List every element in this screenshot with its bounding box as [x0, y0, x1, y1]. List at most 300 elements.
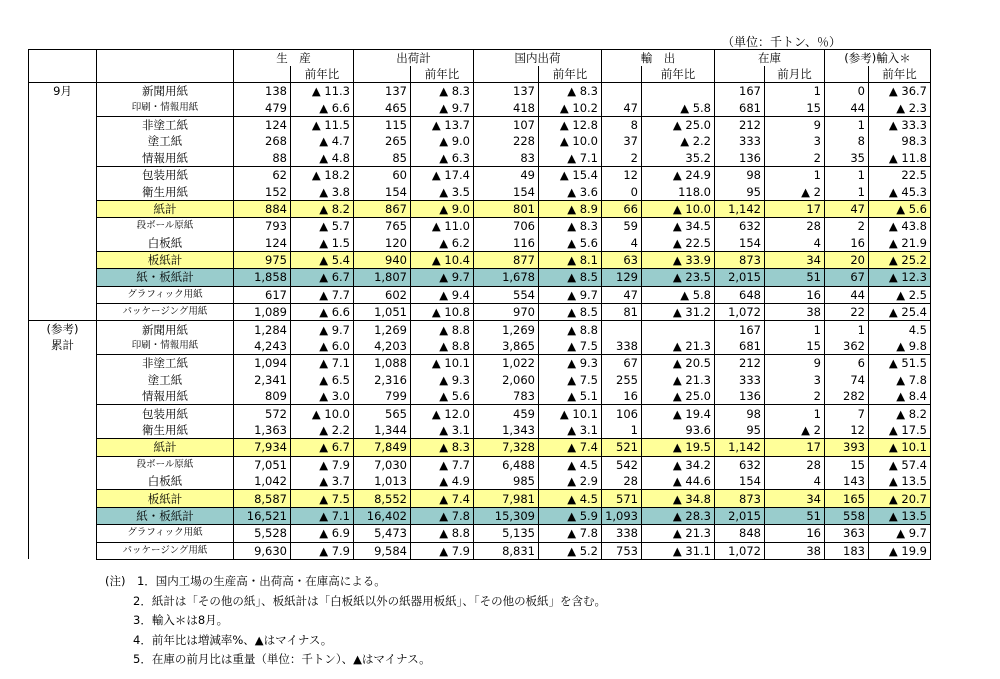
- table-cell: 940: [354, 251, 411, 268]
- table-cell: ▲ 6.6: [291, 304, 354, 321]
- table-cell: 0: [825, 83, 869, 100]
- table-cell: ▲ 9.4: [411, 286, 474, 303]
- table-row: [29, 405, 931, 422]
- table-cell: ▲ 17.5: [869, 422, 931, 439]
- row-label: 印刷・情報用紙: [97, 338, 234, 355]
- table-cell: 6: [825, 355, 869, 372]
- table-cell: 67: [825, 269, 869, 286]
- table-cell: 8,552: [354, 490, 411, 507]
- table-cell: 152: [234, 183, 291, 200]
- table-cell: 681: [715, 338, 765, 355]
- table-cell: 183: [825, 542, 869, 559]
- table-cell: 4: [765, 473, 825, 490]
- table-cell: 706: [474, 218, 539, 235]
- table-cell: ▲ 21.3: [642, 338, 715, 355]
- table-cell: 571: [602, 490, 642, 507]
- table-cell: ▲ 7.9: [291, 456, 354, 473]
- table-cell: 1,013: [354, 473, 411, 490]
- table-cell: ▲ 7.9: [411, 542, 474, 559]
- table-cell: 681: [715, 99, 765, 116]
- table-cell: 877: [474, 251, 539, 268]
- table-cell: ▲ 7.5: [539, 372, 602, 388]
- table-cell: ▲ 9.0: [411, 200, 474, 217]
- table-cell: ▲ 13.5: [869, 473, 931, 490]
- row-label: 白板紙: [97, 235, 234, 252]
- table-row: [29, 116, 931, 133]
- header-yoy: 前年比: [869, 66, 931, 83]
- table-cell: 1: [765, 166, 825, 183]
- row-label: 非塗工紙: [97, 355, 234, 372]
- table-cell: ▲ 33.9: [642, 251, 715, 268]
- table-cell: ▲ 25.0: [642, 388, 715, 405]
- table-cell: 85: [354, 150, 411, 167]
- table-cell: 2: [825, 218, 869, 235]
- table-cell: ▲ 2.2: [291, 422, 354, 439]
- table-cell: 118.0: [642, 183, 715, 200]
- table-cell: 418: [474, 99, 539, 116]
- table-cell: 95: [715, 422, 765, 439]
- table-row: [29, 338, 931, 355]
- table-cell: 282: [825, 388, 869, 405]
- table-cell: [642, 83, 715, 100]
- table-cell: 47: [602, 286, 642, 303]
- table-cell: 124: [234, 116, 291, 133]
- table-cell: 2,015: [715, 269, 765, 286]
- header-yoy: 前年比: [291, 66, 354, 83]
- table-cell: 2,060: [474, 372, 539, 388]
- table-cell: 1: [765, 83, 825, 100]
- table-cell: ▲ 6.6: [291, 99, 354, 116]
- table-row: [29, 473, 931, 490]
- table-cell: ▲ 6.5: [291, 372, 354, 388]
- table-cell: 16: [765, 525, 825, 542]
- table-row: [29, 439, 931, 456]
- table-row: [29, 235, 931, 252]
- table-cell: ▲ 9.0: [411, 133, 474, 149]
- section-label: [29, 321, 97, 559]
- table-cell: ▲ 57.4: [869, 456, 931, 473]
- table-cell: ▲ 8.4: [869, 388, 931, 405]
- table-cell: ▲ 25.4: [869, 304, 931, 321]
- table-cell: ▲ 6.0: [291, 338, 354, 355]
- table-row: [29, 286, 931, 303]
- table-cell: ▲ 8.8: [539, 321, 602, 338]
- table-cell: ▲ 19.9: [869, 542, 931, 559]
- row-label: 板紙計: [97, 251, 234, 268]
- table-cell: ▲ 34.8: [642, 490, 715, 507]
- row-label: パッケージング用紙: [97, 304, 234, 321]
- table-cell: 7,981: [474, 490, 539, 507]
- table-row: [29, 133, 931, 149]
- table-row: [29, 251, 931, 268]
- table-cell: ▲ 31.2: [642, 304, 715, 321]
- table-cell: 28: [602, 473, 642, 490]
- table-cell: 9: [765, 355, 825, 372]
- table-cell: ▲ 5.8: [642, 286, 715, 303]
- table-cell: ▲ 5.6: [411, 388, 474, 405]
- table-cell: 5,135: [474, 525, 539, 542]
- table-cell: 17: [765, 200, 825, 217]
- table-cell: 106: [602, 405, 642, 422]
- table-row: [29, 218, 931, 235]
- table-cell: ▲ 2.5: [869, 286, 931, 303]
- table-cell: ▲ 15.4: [539, 166, 602, 183]
- header-yoy: 前年比: [411, 66, 474, 83]
- table-cell: ▲ 9.7: [539, 286, 602, 303]
- table-cell: 4: [602, 235, 642, 252]
- table-cell: ▲ 8.8: [411, 338, 474, 355]
- table-cell: 617: [234, 286, 291, 303]
- table-cell: ▲ 12.3: [869, 269, 931, 286]
- table-cell: 8,587: [234, 490, 291, 507]
- table-cell: 1,807: [354, 269, 411, 286]
- table-cell: 1,343: [474, 422, 539, 439]
- table-cell: 228: [474, 133, 539, 149]
- table-cell: ▲ 4.8: [291, 150, 354, 167]
- row-label: 段ボール原紙: [97, 218, 234, 235]
- table-cell: 565: [354, 405, 411, 422]
- table-cell: ▲ 8.3: [411, 439, 474, 456]
- table-cell: 1,022: [474, 355, 539, 372]
- table-cell: 632: [715, 218, 765, 235]
- table-cell: 7,051: [234, 456, 291, 473]
- table-cell: 83: [474, 150, 539, 167]
- table-cell: ▲ 4.9: [411, 473, 474, 490]
- table-cell: 5,528: [234, 525, 291, 542]
- table-cell: 2: [765, 150, 825, 167]
- table-cell: 362: [825, 338, 869, 355]
- table-cell: ▲ 6.2: [411, 235, 474, 252]
- table-cell: 60: [354, 166, 411, 183]
- table-cell: 1: [825, 166, 869, 183]
- table-cell: ▲ 18.2: [291, 166, 354, 183]
- table-cell: 1,072: [715, 304, 765, 321]
- table-cell: 3: [765, 372, 825, 388]
- table-cell: ▲ 10.8: [411, 304, 474, 321]
- table-cell: 51: [765, 269, 825, 286]
- table-cell: 154: [474, 183, 539, 200]
- table-cell: ▲ 8.2: [869, 405, 931, 422]
- table-cell: 115: [354, 116, 411, 133]
- table-cell: ▲ 7.7: [411, 456, 474, 473]
- table-cell: ▲ 5.7: [291, 218, 354, 235]
- table-cell: ▲ 7.8: [539, 525, 602, 542]
- table-cell: 167: [715, 321, 765, 338]
- table-cell: ▲ 9.7: [411, 99, 474, 116]
- table-cell: 88: [234, 150, 291, 167]
- footnote: 4．前年比は増減率%、▲はマイナス。: [133, 632, 333, 647]
- table-cell: 554: [474, 286, 539, 303]
- table-cell: ▲ 10.0: [539, 133, 602, 149]
- header-production: 生 産: [234, 50, 354, 67]
- table-cell: 465: [354, 99, 411, 116]
- table-cell: 34: [765, 251, 825, 268]
- table-cell: 1,142: [715, 439, 765, 456]
- table-cell: 20: [825, 251, 869, 268]
- header-imports-reference: (参考)輸入＊: [825, 50, 931, 67]
- table-cell: 2: [765, 388, 825, 405]
- table-cell: ▲ 23.5: [642, 269, 715, 286]
- table-cell: 116: [474, 235, 539, 252]
- table-cell: 2: [602, 150, 642, 167]
- table-cell: 154: [715, 473, 765, 490]
- table-cell: 393: [825, 439, 869, 456]
- table-cell: ▲ 20.7: [869, 490, 931, 507]
- table-cell: 8: [602, 116, 642, 133]
- table-cell: 1,142: [715, 200, 765, 217]
- table-cell: ▲ 7.1: [291, 507, 354, 524]
- table-cell: ▲ 21.9: [869, 235, 931, 252]
- table-cell: 129: [602, 269, 642, 286]
- table-row: [29, 507, 931, 524]
- table-cell: 165: [825, 490, 869, 507]
- table-cell: 124: [234, 235, 291, 252]
- table-cell: 521: [602, 439, 642, 456]
- table-cell: 136: [715, 388, 765, 405]
- table-cell: 884: [234, 200, 291, 217]
- table-cell: 15: [765, 338, 825, 355]
- table-cell: ▲ 9.7: [291, 321, 354, 338]
- table-cell: 1,284: [234, 321, 291, 338]
- table-cell: 1: [765, 405, 825, 422]
- table-cell: 93.6: [642, 422, 715, 439]
- table-cell: 16: [825, 235, 869, 252]
- table-cell: 12: [602, 166, 642, 183]
- table-row: [29, 525, 931, 542]
- table-cell: ▲ 6.7: [291, 269, 354, 286]
- table-cell: ▲ 2.2: [642, 133, 715, 149]
- table-cell: 6,488: [474, 456, 539, 473]
- row-label: 板紙計: [97, 490, 234, 507]
- table-cell: 38: [765, 304, 825, 321]
- table-cell: ▲ 3.1: [411, 422, 474, 439]
- table-cell: 7,934: [234, 439, 291, 456]
- table-cell: [602, 321, 642, 338]
- table-cell: 3,865: [474, 338, 539, 355]
- table-cell: ▲ 7.5: [539, 338, 602, 355]
- table-cell: ▲ 7.1: [291, 355, 354, 372]
- table-cell: ▲ 19.5: [642, 439, 715, 456]
- table-row: [29, 83, 931, 100]
- table-row: [29, 166, 931, 183]
- table-cell: 1,072: [715, 542, 765, 559]
- row-label: 包装用紙: [97, 166, 234, 183]
- footnote: 3．輸入＊は8月。: [133, 613, 229, 627]
- table-row: [29, 304, 931, 321]
- header-domestic-shipments: 国内出荷: [474, 50, 602, 67]
- table-cell: ▲ 8.3: [411, 83, 474, 100]
- header-mom: 前月比: [765, 66, 825, 83]
- table-cell: 1: [825, 321, 869, 338]
- row-label: 塗工紙: [97, 133, 234, 149]
- table-cell: 35: [825, 150, 869, 167]
- table-cell: 136: [715, 150, 765, 167]
- table-cell: ▲ 3.7: [291, 473, 354, 490]
- table-cell: ▲ 34.2: [642, 456, 715, 473]
- table-cell: 985: [474, 473, 539, 490]
- table-row: [29, 490, 931, 507]
- table-cell: 98: [715, 405, 765, 422]
- table-row: [29, 150, 931, 167]
- row-label: パッケージング用紙: [97, 542, 234, 559]
- row-label: 白板紙: [97, 473, 234, 490]
- table-cell: 74: [825, 372, 869, 388]
- section-label-line: 9月: [53, 84, 72, 98]
- table-cell: 333: [715, 133, 765, 149]
- table-cell: 265: [354, 133, 411, 149]
- table-cell: 212: [715, 116, 765, 133]
- table-cell: 4: [765, 235, 825, 252]
- table-cell: 154: [354, 183, 411, 200]
- table-row: [29, 355, 931, 372]
- table-cell: ▲ 11.5: [291, 116, 354, 133]
- row-label: 紙・板紙計: [97, 507, 234, 524]
- table-cell: ▲ 5.9: [539, 507, 602, 524]
- table-cell: ▲ 10.1: [411, 355, 474, 372]
- table-cell: 15,309: [474, 507, 539, 524]
- row-label: 新聞用紙: [97, 321, 234, 338]
- table-cell: 7,030: [354, 456, 411, 473]
- table-cell: ▲ 8.2: [291, 200, 354, 217]
- table-cell: ▲ 11.0: [411, 218, 474, 235]
- footnote: 5．在庫の前月比は重量（単位：千トン）、▲はマイナス。: [133, 652, 431, 666]
- table-cell: 783: [474, 388, 539, 405]
- table-cell: ▲ 2: [765, 183, 825, 200]
- table-row: [29, 200, 931, 217]
- table-cell: 0: [602, 183, 642, 200]
- table-cell: 873: [715, 490, 765, 507]
- table-cell: ▲ 7.7: [291, 286, 354, 303]
- section-label: [29, 83, 97, 321]
- table-cell: 16: [602, 388, 642, 405]
- table-cell: ▲ 5.4: [291, 251, 354, 268]
- table-cell: 15: [825, 456, 869, 473]
- table-cell: 8,831: [474, 542, 539, 559]
- table-cell: ▲ 5.1: [539, 388, 602, 405]
- table-cell: 16,402: [354, 507, 411, 524]
- table-cell: 1,363: [234, 422, 291, 439]
- table-cell: 542: [602, 456, 642, 473]
- unit-label: （単位：千トン、％）: [722, 35, 842, 49]
- table-cell: 1,093: [602, 507, 642, 524]
- table-cell: 867: [354, 200, 411, 217]
- table-cell: 459: [474, 405, 539, 422]
- table-cell: ▲ 10.2: [539, 99, 602, 116]
- table-cell: ▲ 10.1: [869, 439, 931, 456]
- table-cell: ▲ 8.5: [539, 269, 602, 286]
- table-cell: ▲ 3.0: [291, 388, 354, 405]
- table-cell: 22: [825, 304, 869, 321]
- table-cell: 1,269: [474, 321, 539, 338]
- row-label: 紙計: [97, 200, 234, 217]
- table-cell: ▲ 7.8: [869, 372, 931, 388]
- table-cell: ▲ 8.8: [411, 525, 474, 542]
- table-cell: 212: [715, 355, 765, 372]
- table-cell: ▲ 10.4: [411, 251, 474, 268]
- table-cell: 1,678: [474, 269, 539, 286]
- table-cell: ▲ 7.4: [411, 490, 474, 507]
- table-cell: ▲ 45.3: [869, 183, 931, 200]
- table-cell: 809: [234, 388, 291, 405]
- table-cell: [642, 321, 715, 338]
- header-exports: 輸 出: [602, 50, 715, 67]
- table-cell: 2,341: [234, 372, 291, 388]
- table-cell: ▲ 2: [765, 422, 825, 439]
- table-row: [29, 269, 931, 286]
- table-cell: 632: [715, 456, 765, 473]
- table-cell: 28: [765, 218, 825, 235]
- table-cell: 9,584: [354, 542, 411, 559]
- table-cell: 1,089: [234, 304, 291, 321]
- table-cell: 801: [474, 200, 539, 217]
- table-cell: 16: [765, 286, 825, 303]
- row-label: グラフィック用紙: [97, 525, 234, 542]
- table-cell: 120: [354, 235, 411, 252]
- table-cell: 51: [765, 507, 825, 524]
- table-cell: [602, 83, 642, 100]
- table-cell: ▲ 9.3: [539, 355, 602, 372]
- table-cell: 8: [825, 133, 869, 149]
- table-cell: 7: [825, 405, 869, 422]
- table-cell: 799: [354, 388, 411, 405]
- table-cell: ▲ 1.5: [291, 235, 354, 252]
- table-cell: ▲ 9.7: [411, 269, 474, 286]
- table-row: [29, 542, 931, 559]
- table-row: [29, 99, 931, 116]
- table-cell: 138: [234, 83, 291, 100]
- row-label: 情報用紙: [97, 150, 234, 167]
- table-cell: ▲ 10.0: [642, 200, 715, 217]
- row-label: 包装用紙: [97, 405, 234, 422]
- table-cell: 4,243: [234, 338, 291, 355]
- table-cell: ▲ 5.8: [642, 99, 715, 116]
- table-cell: ▲ 19.4: [642, 405, 715, 422]
- table-cell: 95: [715, 183, 765, 200]
- table-cell: ▲ 12.0: [411, 405, 474, 422]
- table-cell: 17: [765, 439, 825, 456]
- table-cell: 7,849: [354, 439, 411, 456]
- table-cell: 35.2: [642, 150, 715, 167]
- table-cell: 63: [602, 251, 642, 268]
- table-cell: ▲ 3.5: [411, 183, 474, 200]
- table-cell: 793: [234, 218, 291, 235]
- table-cell: 1,344: [354, 422, 411, 439]
- table-cell: 2,015: [715, 507, 765, 524]
- table-row: [29, 456, 931, 473]
- table-cell: 12: [825, 422, 869, 439]
- table-cell: 15: [765, 99, 825, 116]
- row-label: 衛生用紙: [97, 422, 234, 439]
- table-cell: ▲ 21.3: [642, 525, 715, 542]
- table-row: [29, 422, 931, 439]
- table-cell: 363: [825, 525, 869, 542]
- table-cell: 2,316: [354, 372, 411, 388]
- table-cell: 1: [825, 116, 869, 133]
- table-cell: 4,203: [354, 338, 411, 355]
- table-cell: ▲ 6.3: [411, 150, 474, 167]
- table-cell: ▲ 4.5: [539, 490, 602, 507]
- table-cell: 873: [715, 251, 765, 268]
- table-cell: 47: [825, 200, 869, 217]
- table-cell: ▲ 20.5: [642, 355, 715, 372]
- table-cell: ▲ 7.4: [539, 439, 602, 456]
- section-label-line: (参考): [46, 322, 79, 337]
- table-cell: ▲ 3.6: [539, 183, 602, 200]
- table-cell: ▲ 8.5: [539, 304, 602, 321]
- table-cell: 22.5: [869, 166, 931, 183]
- table-cell: 333: [715, 372, 765, 388]
- table-cell: ▲ 34.5: [642, 218, 715, 235]
